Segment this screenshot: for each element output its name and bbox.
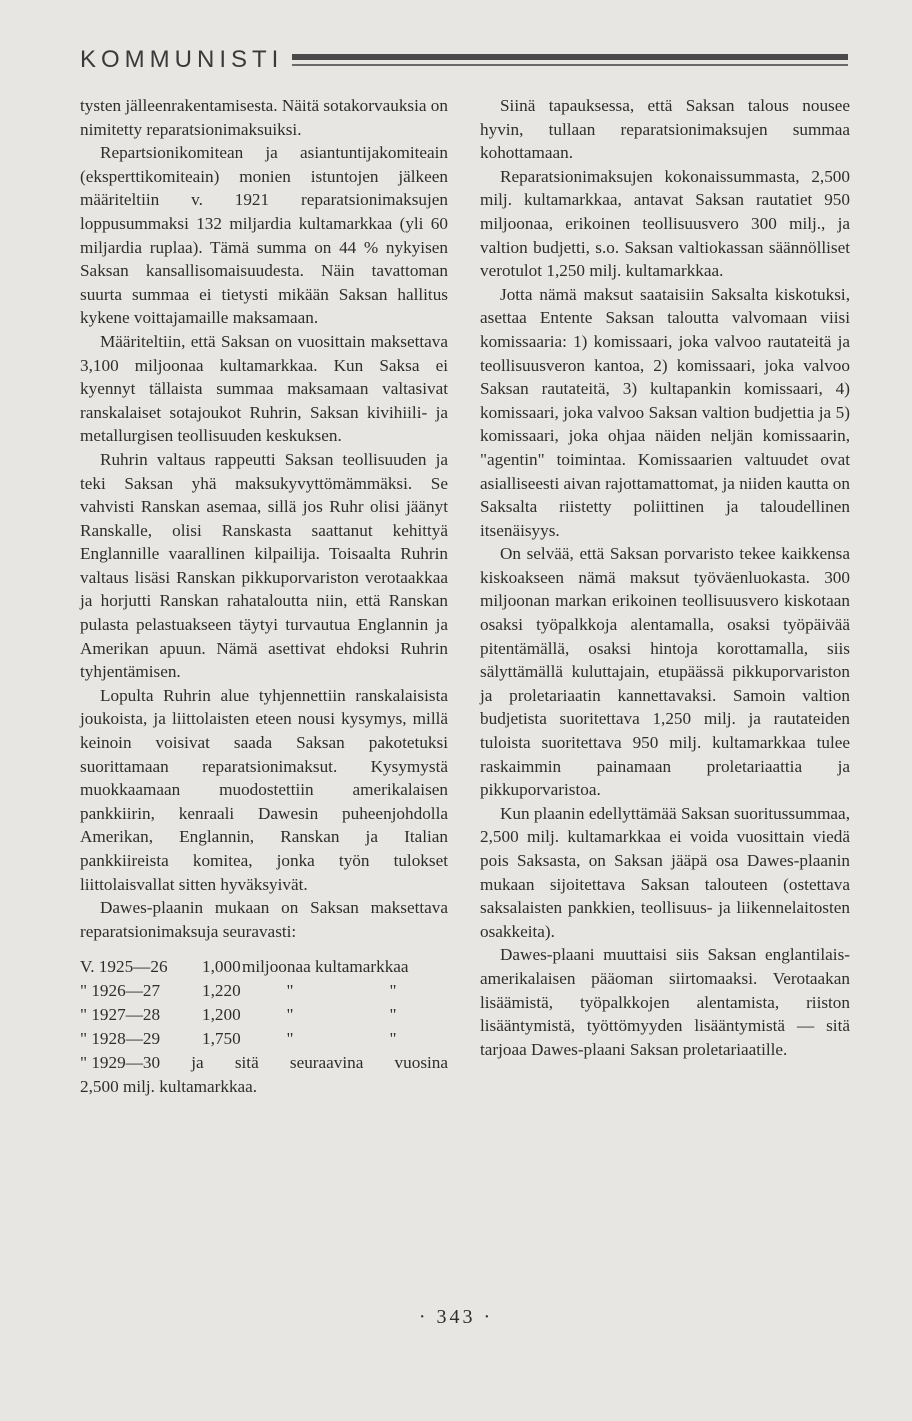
paragraph: Siinä tapauksessa, että Saksan talous nousee hyvin, tullaan reparatsionimaksujen summaa kohottamaan. [480, 96, 850, 163]
paragraph: Lopulta Ruhrin alue tyhjennettiin ranskalaisista joukoista, ja liittolaisten eteen nousi kysymys, millä keinoin voisivat saada Saksan pakotetuksi suorittamaan reparatsionimaksut. Kysymystä muokkaamaan muodostettiin amerikalaisen pankkiirin, kenraali Dawesin puheenjohdolla Amerikan, Englannin, Ranskan ja Italian pankkiireista komitea, jonka työn tulokset liittolaisvallat sitten hyväksyivät. [80, 685, 448, 894]
paragraph: Dawes-plaanin mukaan on Saksan maksettava reparatsionimaksuja seuravasti: [80, 898, 448, 941]
last-row-continuation: 2,500 milj. kultamarkkaa. [80, 1076, 258, 1096]
ditto-mark: " [286, 1029, 294, 1049]
amount-unit: miljoonaa kultamarkkaa [242, 957, 409, 977]
year-label: V. 1925—26 [80, 957, 168, 977]
last-row-word: sitä [234, 1053, 259, 1073]
paragraph: Ruhrin valtaus rappeutti Saksan teollisuuden ja teki Saksan yhä maksukyvyttömämmäksi. Se vahvisti Ranskan asemaa, sillä jos Ruhr olisi jäänyt Ranskalle, olisi Ranskasta saattanut kehittyä Englannille vaarallinen kilpailija. Toisaalta Ruhrin valtaus lisäsi Ranskan pikkuporvariston verotaakkaa ja horjutti Ranskan rahataloutta niin, että Ranskan pulasta pelastuakseen täytyi turvautua Englannin ja Amerikan apuun. Nämä asettivat ehdoksi Ruhrin tyhjentämisen. [80, 449, 448, 682]
year-label: " 1926—27 [80, 981, 161, 1001]
table-row [80, 1003, 448, 1027]
year-label: " 1928—29 [80, 1029, 161, 1049]
paragraph: On selvää, että Saksan porvaristo tekee kaikkensa kiskoakseen nämä maksut työväenluokasta. 300 miljoonan markan erikoinen teollisuusvero kiskotaan osaksi työpalkkoja alentamalla, osaksi työpäivää pitentämällä, osaksi hintoja korottamalla, siis sälyttämällä kuluttajain, etupäässä pikkuporvariston ja proletariaatin kannettavaksi. Samoin valtion budjetista suoritettava 1,250 milj. ja rautateiden tuloista suoritettava 950 milj. kultamarkkaa tulee raskaimmin painamaan proletariaattia ja pikkuporvaristoa. [480, 544, 850, 800]
paragraph: Kun plaanin edellyttämää Saksan suoritussummaa, 2,500 milj. kultamarkkaa ei voida vuosittain viedä pois Saksasta, on Saksan jääpä osa Dawes-plaanin mukaan sijoitettava Saksan talouteen (ostettava saksalaisten pankkien, teollisuus- ja liikennelaitosten osakkeita). [480, 803, 850, 941]
header-rule-thin [292, 64, 848, 66]
paragraph: Dawes-plaani muuttaisi siis Saksan englantilais-amerikalaisen pääoman siirtomaaksi. Verotaakan lisäämistä, työpalkkojen alentamista, riiston lisääntymistä, työttömyyden lisääntymistä — sitä tarjoaa Dawes-plaani Saksan proletariaatille. [480, 945, 850, 1059]
table-row [80, 955, 448, 979]
paragraph: tysten jälleenrakentamisesta. Näitä sotakorvauksia on nimitetty reparatsionimaksuiksi. [80, 96, 448, 139]
page-header [80, 44, 850, 88]
amount-value: 1,750 [202, 1029, 241, 1049]
paragraph: Määriteltiin, että Saksan on vuosittain maksettava 3,100 miljoonaa kultamarkkaa. Kun Saksa ei kyennyt tällaista summaa maksamaan valtasivat ranskalaiset sotajoukot Ruhrin, Saksan kivihiili- ja metallurgisen teollisuuden keskuksen. [80, 331, 448, 446]
last-row-word: seuraavina [289, 1053, 364, 1073]
right-column [480, 94, 850, 1061]
amount-value: 1,220 [202, 981, 241, 1001]
table-row-last [80, 1051, 448, 1075]
amount-value: 1,000 [202, 957, 241, 977]
ditto-mark: " [389, 1029, 397, 1049]
paragraph: Jotta nämä maksut saataisiin Saksalta kiskotuksi, asettaa Entente Saksan taloutta valvomaan viisi komissaaria: 1) komissaari, joka valvoo rautateitä ja teollisuusveron kantoa, 2) komissaari, joka valvoo Saksan rautateitä, 3) kultapankin komissaari, 4) komissaari, joka valvoo Saksan valtion budjettia ja 5) komissaari, joka ohjaa näiden neljän komissaarin, "agentin" toimintaa. Komissaarien valtuudet ovat asialliseesti aivan rajottamattomat, ja niiden kautta on Saksalta riistetty poliittinen ja taloudellinen itsenäisyys. [480, 284, 850, 540]
left-column [80, 94, 448, 1099]
ditto-mark: " [286, 1005, 294, 1025]
amount-value: 1,200 [202, 1005, 241, 1025]
table-row [80, 1027, 448, 1051]
paragraph: Reparatsionimaksujen kokonaissummasta, 2,500 milj. kultamarkkaa, antavat Saksan rautatiet 950 miljoonaa, erikoinen teollisuusvero 300 milj., ja valtion budjetti, s.o. Saksan valtiokassan säännölliset verotulot 1,250 milj. kultamarkkaa. [480, 166, 850, 281]
last-row-word: ja [191, 1053, 204, 1073]
year-label: " 1927—28 [80, 1005, 161, 1025]
ditto-mark: " [389, 981, 397, 1001]
payments-table [80, 955, 448, 1098]
table-row [80, 979, 448, 1003]
last-row-word: vuosina [394, 1053, 448, 1073]
paragraph: Repartsionikomitean ja asiantuntijakomiteain (eksperttikomiteain) monien istuntojen jälkeen määriteltiin v. 1921 reparatsionimaksujen loppusummaksi 132 miljardia kultamarkkaa (yli 60 miljardia ruplaa). Tämä summa on 44 % nykyisen Saksan kansallisomaisuudesta. Näin tavattoman suurta summaa ei tietysti mikään Saksan hallitus kykene voittajamaille maksamaan. [80, 143, 448, 328]
ditto-mark: " [286, 981, 294, 1001]
magazine-title: KOMMUNISTI [80, 46, 284, 73]
ditto-mark: " [389, 1005, 397, 1025]
page-number: · 343 · [418, 1306, 494, 1328]
header-rule [292, 54, 848, 60]
year-label: " 1929—30 [80, 1053, 161, 1073]
